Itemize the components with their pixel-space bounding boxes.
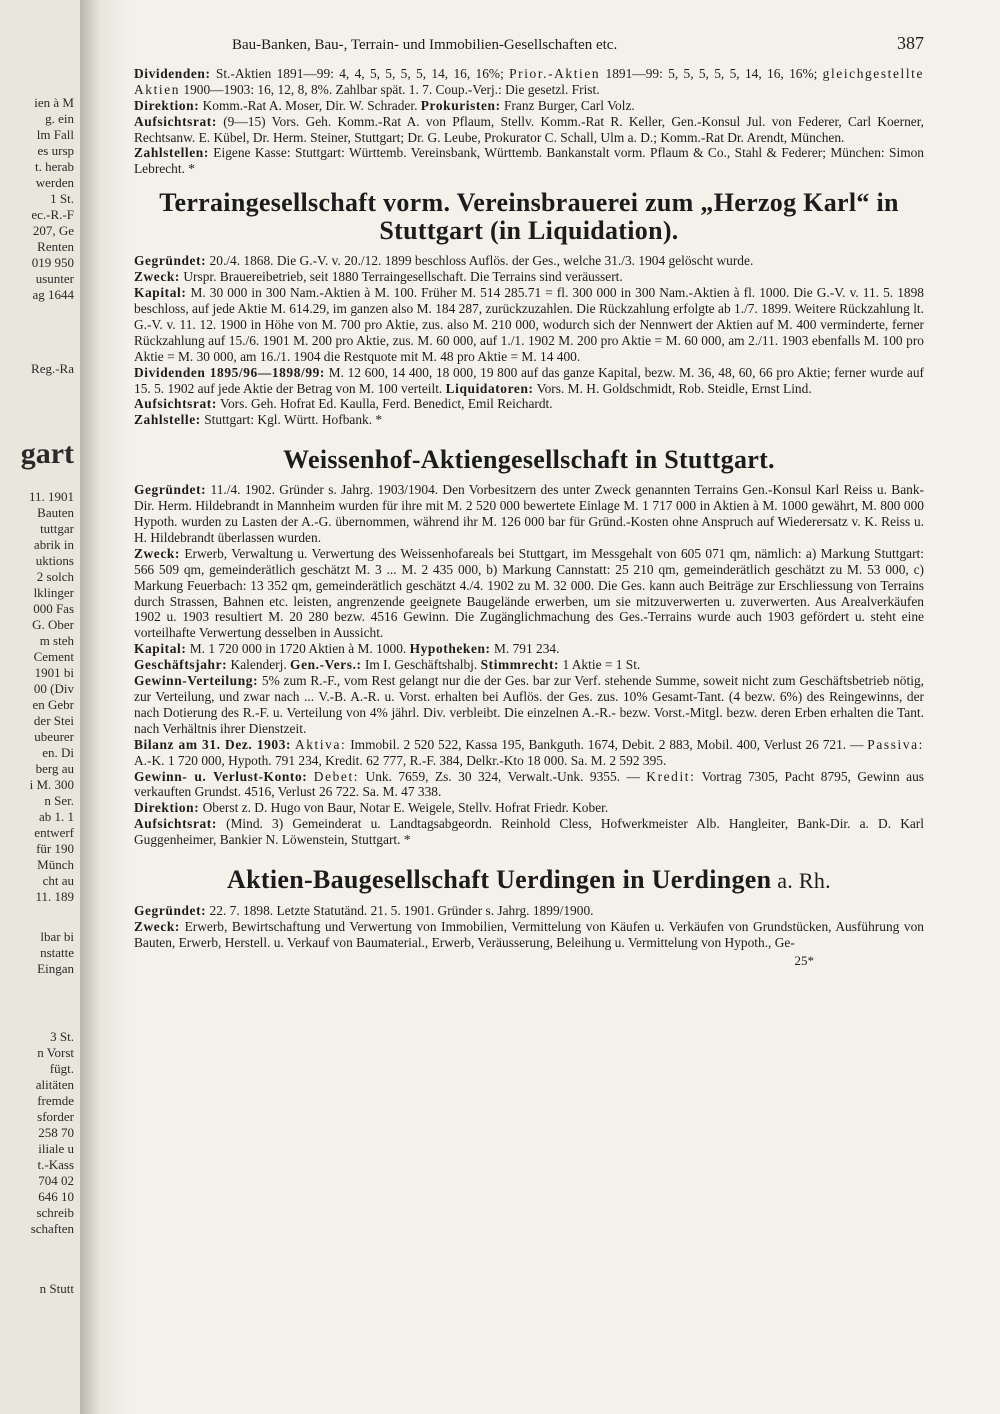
paying-agent-label: Zahlstelle: <box>134 412 201 428</box>
previous-page-line: uktions <box>35 553 74 568</box>
previous-page-line: lklinger <box>33 585 74 600</box>
previous-page-line: t.-Kass <box>37 1157 74 1172</box>
liabilities-text: A.-K. 1 720 000, Hypoth. 791 234, Kredit. 62 777, R.-F. 384, Delkr.-Kto 18 000. Sa. M. 2 592 395. <box>134 752 667 768</box>
previous-page-line: abrik in <box>33 537 74 552</box>
purpose-text: Urspr. Brauereibetrieb, seit 1880 Terraingesellschaft. Die Terrains sind veräussert. <box>180 269 623 285</box>
paying-agents-paragraph <box>134 145 924 177</box>
previous-page-line: i M. 300 <box>29 777 74 792</box>
capital-text: M. 1 720 000 in 1720 Aktien à M. 1000. <box>186 641 410 657</box>
dividends-text: M. 12 600, 14 400, 18 000, 19 800 auf das ganze Kapital, bezw. M. 36, 48, 60, 66 pro Aktie; ferner wurde auf 15. 5. 1902 auf jede Aktie der Betrag von M. 100 verteilt. <box>134 364 924 396</box>
founded-paragraph <box>134 482 924 546</box>
supervisory-text: Vors. Geh. Hofrat Ed. Kaulla, Ferd. Benedict, Emil Reichardt. <box>216 396 553 412</box>
board-paragraph <box>134 98 924 114</box>
previous-page-line: n Stutt <box>39 1281 74 1296</box>
previous-page-line: Bauten <box>37 505 74 520</box>
purpose-label: Zweck: <box>134 269 180 285</box>
board-text: Oberst z. D. Hugo von Baur, Notar E. Weigele, Stellv. Hofrat Friedr. Kober. <box>199 800 609 816</box>
previous-page-line: berg au <box>35 761 74 776</box>
previous-page-line: n Ser. <box>44 793 74 808</box>
paying-agents-label: Zahlstellen: <box>134 145 209 161</box>
dividends-label: Dividenden: <box>134 65 211 81</box>
purpose-label: Zweck: <box>134 545 180 561</box>
capital-label: Kapital: <box>134 285 187 301</box>
previous-page-line: 1 St. <box>50 191 74 206</box>
section-title-main: Aktien-Baugesellschaft Uerdingen in Uerdingen <box>227 865 772 895</box>
previous-page-line: ec.-R.-F <box>31 207 74 222</box>
dividends-paragraph <box>134 365 924 397</box>
section-title-tail: a. Rh. <box>771 868 831 894</box>
liabilities-label: Passiva: <box>867 736 924 752</box>
board-text: Komm.-Rat A. Moser, Dir. W. Schrader. <box>199 97 421 113</box>
founded-text: 11./4. 1902. Gründer s. Jahrg. 1903/1904. Den Vorbesitzern des unter Zweck genannten Terrains Gen.-Konsul Karl Reiss u. Bank-Dir. Herm. Hildebrandt in Mannheim wurden für ihre mit M. 2 520 000 bewertete Einlage M. 1 717 000 in Aktien à M. 1000 gewährt, M. 800 000 Hypoth. wurden zu Lasten der A.-G. übernommen, während ihr M. 126 000 bar für Gründ.-Kosten ohne Anspruch auf Wiederersatz v. K. Reiss u. H. Hildebrandt überlassen wurden. <box>134 482 924 545</box>
running-title: Bau-Banken, Bau-, Terrain- und Immobilien-Gesellschaften etc. <box>232 37 618 53</box>
prior-shares-label: Prior.-Aktien <box>509 65 601 81</box>
previous-page-line: der Stei <box>33 713 74 728</box>
paying-agent-paragraph <box>134 412 924 428</box>
credit-label: Kredit: <box>646 768 696 784</box>
previous-page-line: tuttgar <box>40 521 74 536</box>
board-label: Direktion: <box>134 800 200 816</box>
previous-page-line: 00 (Div <box>33 681 74 696</box>
previous-page-line: 11. 189 <box>35 889 74 904</box>
liquidators-text: Vors. M. H. Goldschmidt, Rob. Steidle, Ernst Lind. <box>533 380 812 396</box>
supervisory-label: Aufsichtsrat: <box>134 113 217 129</box>
purpose-label: Zweck: <box>134 918 180 934</box>
supervisory-text: (9—15) Vors. Geh. Komm.-Rat A. von Pflaum, Stellv. Komm.-Rat R. Keller, Gen.-Konsul Jul. von Federer, Carl Koerner, Rechtsanw. E. Kübel, Dr. Herm. Steiner, Stuttgart; Dr. G. Leube, Prokurator C. Schall, Ulm a. D.; Komm.-Rat Dr. Arendt, München. <box>134 113 924 145</box>
capital-paragraph <box>134 285 924 365</box>
previous-page-line: 11. 1901 <box>28 489 74 504</box>
previous-page-line: 704 02 <box>38 1173 74 1188</box>
previous-page-line: m steh <box>39 633 74 648</box>
supervisory-text: (Mind. 3) Gemeinderat u. Landtagsabgeordn. Reinhold Cless, Hofwerkmeister Alb. Hangleiter, Bank-Dir. a. D. Karl Guggenheimer, Bankier N. Löwenstein, Stuttgart. * <box>134 816 924 848</box>
capital-text: M. 30 000 in 300 Nam.-Aktien à M. 100. Früher M. 514 285.71 = fl. 300 000 in 300 Nam.-Aktien à fl. 1000. Die G.-V. v. 11. 5. 1898 beschloss, auf jede Aktie M. 614.29, im ganzen also M. 184 287, zurückzuzahlen. Die Rückzahlung erfolgte ab 1./7. 1899. Weitere Rückzahlung lt. G.-V. v. 11. 12. 1900 in Höhe von M. 700 pro Aktie, zus. also M. 210 000, wodurch sich der Nennwert der Aktien auf M. 400 verminderte, ferner Rückzahlung auf 15./6. 1901 M. 200 pro Aktie, zus. M. 60 000, auf 1./1. 1902 M. 200 pro Aktie = M. 60 000, am 2./11. 1903 ebenfalls M. 100 pro Aktie = M. 30 000, am 16./1. 1904 die Restquote mit M. 48 pro Aktie = M. 14 400. <box>134 285 924 364</box>
paying-agent-text: Stuttgart: Kgl. Württ. Hofbank. * <box>200 412 383 428</box>
debit-text: Unk. 7659, Zs. 30 324, Verwalt.-Unk. 9355. — <box>359 768 647 784</box>
signature-mark: 25* <box>794 952 814 968</box>
supervisory-paragraph <box>134 114 924 146</box>
founded-paragraph <box>134 253 924 269</box>
purpose-paragraph <box>134 269 924 285</box>
general-meeting-label: Gen.-Vers.: <box>290 657 362 673</box>
profit-distribution-text: 5% zum R.-F., vom Rest gelangt nur die der Ges. bar zur Verf. stehende Summe, soweit nicht zum Geschäftsbetrieb nötig, zur Verteilung, und zwar nach ... V.-B. A.-R. u. Vorst. erhalten bei Auflös. der Ges. zus. 10% Gesamt-Tant. (4 bezw. 6%) des Reingewinns, der nach Dotierung des R.-F. u. Verteilung von 4% jährl. Div. verbleibt. Die einzelnen A.-R.- bezw. Vorst.-Mitgl. bezw. deren Erben erhalten die Tant. nach Verhältnis ihrer Dienstzeit. <box>134 673 924 736</box>
previous-page-line: Reg.-Ra <box>31 361 74 376</box>
previous-page-line: 1901 bi <box>34 665 74 680</box>
board-label: Direktion: <box>134 97 200 113</box>
previous-page-line: en Gebr <box>32 697 74 712</box>
voting-right-text: 1 Aktie = 1 St. <box>559 657 641 673</box>
previous-page-line: en. Di <box>42 745 74 760</box>
voting-right-label: Stimmrecht: <box>480 657 560 673</box>
previous-page-line: sforder <box>37 1109 74 1124</box>
assets-text: Immobil. 2 520 522, Kassa 195, Bankguth. 1674, Debit. 2 883, Mobil. 400, Verlust 26 721. — <box>346 736 868 752</box>
previous-page-line: Cement <box>33 649 74 664</box>
previous-page-line: 000 Fas <box>33 601 74 616</box>
balance-sheet-paragraph <box>134 737 924 769</box>
previous-page-line: Renten <box>37 239 74 254</box>
previous-page-line: 646 10 <box>38 1189 74 1204</box>
previous-page-line: ubeurer <box>34 729 74 744</box>
previous-page-line: werden <box>35 175 74 190</box>
previous-page-line: 019 950 <box>31 255 74 270</box>
dividends-text: St.-Aktien 1891—99: 4, 4, 5, 5, 5, 5, 14, 16, 16%; <box>210 65 510 81</box>
purpose-text: Erwerb, Bewirtschaftung und Verwertung von Immobilien, Vermittelung von Käufen u. Verkäufen von Grundstücken, Ausführung von Bauten, Erwerb, Herstell. u. Verkauf von Baumaterial., Erwerb, Veräusserung, Beleihung u. Vermittelung von Hypoth., Ge- <box>134 918 924 950</box>
previous-page-line: n Vorst <box>37 1045 74 1060</box>
profit-distribution-label: Gewinn-Verteilung: <box>134 673 259 689</box>
supervisory-paragraph <box>134 816 924 848</box>
supervisory-paragraph <box>134 396 924 412</box>
supervisory-label: Aufsichtsrat: <box>134 816 217 832</box>
assets-label: Aktiva: <box>294 736 347 752</box>
previous-page-line: 3 St. <box>50 1029 74 1044</box>
fiscal-year-label: Geschäftsjahr: <box>134 657 228 673</box>
dividends-label: Dividenden 1895/96—1898/99: <box>134 364 325 380</box>
previous-page-line: alitäten <box>35 1077 74 1092</box>
paying-agents-text: Eigene Kasse: Stuttgart: Württemb. Vereinsbank, Württemb. Bankanstalt vorm. Pflaum & Co., Stahl & Federer; München: Simon Lebrecht. * <box>134 145 924 177</box>
dividends-text-3: 1900—1903: 16, 12, 8, 8%. Zahlbar spät. 1. 7. Coup.-Verj.: Die gesetzl. Frist. <box>180 81 600 97</box>
capital-label: Kapital: <box>134 641 187 657</box>
mortgages-label: Hypotheken: <box>409 641 491 657</box>
previous-page-line: G. Ober <box>32 617 74 632</box>
board-paragraph <box>134 800 924 816</box>
previous-page-line: nstatte <box>40 945 74 960</box>
previous-page-line: iliale u <box>38 1141 74 1156</box>
previous-page-line: schaften <box>30 1221 74 1236</box>
fiscal-year-paragraph <box>134 657 924 673</box>
section-title-terraingesellschaft: Terraingesellschaft vorm. Vereinsbrauerei zum „Herzog Karl“ in Stuttgart (in Liquidation). <box>159 188 899 246</box>
founded-text: 20./4. 1868. Die G.-V. v. 20./12. 1899 beschloss Auflös. der Ges., welche 31./3. 1904 gelöscht wurde. <box>206 253 754 269</box>
capital-paragraph <box>134 641 924 657</box>
liquidators-label: Liquidatoren: <box>445 380 534 396</box>
previous-page-line: ag 1644 <box>32 287 74 302</box>
document-page <box>134 33 925 969</box>
balance-sheet-label: Bilanz am 31. Dez. 1903: <box>134 736 292 752</box>
founded-paragraph <box>134 903 924 919</box>
procurists-text: Franz Burger, Carl Volz. <box>500 97 635 113</box>
fiscal-year-text: Kalenderj. <box>227 657 291 673</box>
previous-page-line: es ursp <box>37 143 74 158</box>
previous-page-line: Eingan <box>37 961 74 976</box>
purpose-text: Erwerb, Verwaltung u. Verwertung des Weissenhofareals bei Stuttgart, im Messgehalt von 605 071 qm, nämlich: a) Markung Stuttgart: 566 509 qm, gemeinderätlich geschätzt M. 3 ... M. 2 435 000, b) Markung Cannstatt: 25 210 qm, gemeinderätlich geschätzt zu M. 53 000, c) Markung Feuerbach: 13 352 qm, gemeinderätlich geschätzt 4./4. 1902 zu M. 32 000. Die Ges. kann auch Beiträge zur Erschliessung von Terrains durch Strassen, Bahnen etc. leisten, angrenzende geeignete Baugelände erwerben, um sie mitzuverwerten u. zuverwerten. Aus Arealverkäufen 1902 u. 1903 resultiert M. 20 280 bezw. 4516 Gewinn. Die Zugänglichmachung des Ges.-Terrains wurde auch 1903 gefördert u. steht eine vorteilhafte Verwertung desselben in Aussicht. <box>134 545 924 641</box>
profit-distribution-paragraph <box>134 673 924 737</box>
dividends-text-2: 1891—99: 5, 5, 5, 5, 5, 14, 16, 16%; <box>600 65 823 81</box>
dividends-paragraph <box>134 66 924 98</box>
running-header <box>134 33 924 54</box>
mortgages-text: M. 791 234. <box>490 641 560 657</box>
previous-page-line: 207, Ge <box>32 223 74 238</box>
founded-label: Gegründet: <box>134 903 207 919</box>
founded-label: Gegründet: <box>134 253 207 269</box>
previous-page-line: Münch <box>37 857 74 872</box>
previous-page-line: fremde <box>37 1093 74 1108</box>
page-gutter <box>80 0 130 1414</box>
procurists-label: Prokuristen: <box>420 97 501 113</box>
previous-page-line: für 190 <box>36 841 74 856</box>
equal-shares-label: gleichgestellte Aktien <box>134 65 925 97</box>
profit-loss-label: Gewinn- u. Verlust-Konto: <box>134 768 308 784</box>
previous-page-line: lbar bi <box>40 929 74 944</box>
founded-text: 22. 7. 1898. Letzte Statutänd. 21. 5. 1901. Gründer s. Jahrg. 1899/1900. <box>206 903 594 919</box>
previous-page-line: schreib <box>36 1205 74 1220</box>
section-title-uerdingen <box>134 866 924 895</box>
previous-page-line: t. herab <box>35 159 74 174</box>
previous-page-line: gart <box>20 437 74 470</box>
purpose-paragraph <box>134 919 924 951</box>
founded-label: Gegründet: <box>134 482 207 498</box>
section-title-weissenhof: Weissenhof-Aktiengesellschaft in Stuttgart. <box>283 445 775 475</box>
credit-text: Vortrag 7305, Pacht 8795, Gewinn aus verkauften Grundst. 4516, Verlust 26 722. Sa. M. 47 338. <box>134 768 925 800</box>
debit-label: Debet: <box>313 768 360 784</box>
previous-page-line: 2 solch <box>36 569 74 584</box>
previous-page-edge <box>0 0 80 1414</box>
previous-page-line: entwerf <box>34 825 74 840</box>
page-number: 387 <box>897 33 924 53</box>
supervisory-label: Aufsichtsrat: <box>134 396 217 412</box>
previous-page-line: 258 70 <box>38 1125 74 1140</box>
general-meeting-text: Im I. Geschäftshalbj. <box>361 657 481 673</box>
previous-page-line: usunter <box>35 271 74 286</box>
previous-page-line: fügt. <box>49 1061 74 1076</box>
purpose-paragraph <box>134 546 924 641</box>
profit-loss-paragraph <box>134 769 924 801</box>
previous-page-line: ien à M <box>34 95 74 110</box>
previous-page-line: g. ein <box>45 111 74 126</box>
previous-page-line: lm Fall <box>36 127 74 142</box>
previous-page-line: ab 1. 1 <box>38 809 74 824</box>
previous-page-line: cht au <box>42 873 74 888</box>
